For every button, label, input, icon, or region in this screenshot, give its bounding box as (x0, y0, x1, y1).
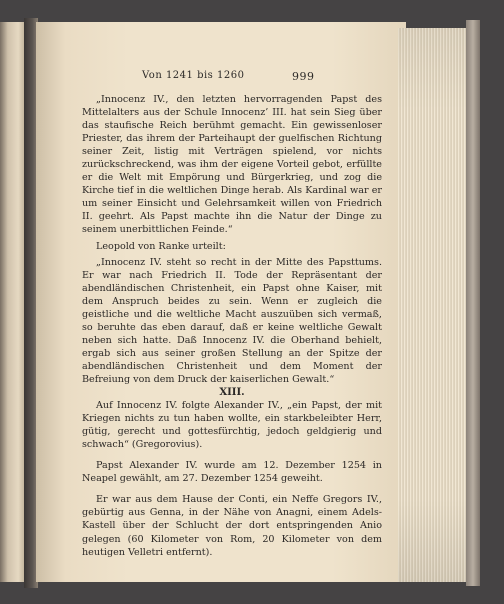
paragraph: Leopold von Ranke urteilt: (96, 240, 226, 252)
page-stack-edges (398, 28, 469, 582)
paragraph: „Innocenz IV. steht so recht in der Mitte des Papsttums. Er war nach Friedrich II. Tode der Repräsentant der abendländischen Christenheit, ein Papst ohne Kaiser, mit dem Anspruch beides zu sein. Wenn er zugleich die geistliche und die weltliche Macht auszuüben sich vermaß, so beruhte das eben darauf, daß er keine weltliche Gewalt neben sich hatte. Daß Innocenz IV. die Oberhand behielt, ergab sich aus seiner großen Stellung an der Spitze der abendländischen Christenheit und dem Moment der Befreiung von dem Druck der kaiserlichen Gewalt.“ (82, 256, 382, 385)
running-head-title: Von 1241 bis 1260 (142, 70, 245, 81)
paragraph: Papst Alexander IV. wurde am 12. Dezember 1254 in Neapel gewählt, am 27. Dezember 1254 geweiht. (82, 460, 382, 485)
paragraph: „Innocenz IV., den letzten hervorragenden Papst des Mittelalters aus der Schule Innocenz’ III. hat sein Sieg über das staufische Reich berühmt gemacht. Ein gewissenloser Priester, das ihrem der Parteihaupt der guelfischen Richtung seiner Zeit, listig mit Verträgen spielend, vor nichts zurückschreckend, was ihm der eigene Vorteil gebot, erfüllte er die Welt mit Empörung und Bürgerkrieg, und zog die Kirche tief in die weltlichen Dinge herab. Als Kardinal war er um seiner Einsicht und Gelehrsamkeit willen von Friedrich II. geehrt. Als Papst machte ihn die Natur der Dinge zu seinem unerbittlichen Feinde.“ (82, 94, 382, 236)
section-heading: XIII. (219, 387, 245, 399)
page-number: 999 (292, 70, 315, 83)
left-page-edge (0, 22, 26, 582)
book-cover-edge (466, 20, 480, 586)
paragraph: Er war aus dem Hause der Conti, ein Neffe Gregors IV., gebürtig aus Genna, in der Nähe von Anagni, einem Adels-Kastell über der Schlucht der dort entspringenden Anio gelegen (60 Kilometer von Rom, 20 Kilometer von dem heutigen Velletri entfernt). (82, 494, 382, 558)
page-body (82, 93, 382, 559)
paragraph: Auf Innocenz IV. folgte Alexander IV., „ein Papst, der mit Kriegen nichts zu tun haben wollte, ein starkbeleibter Herr, gütig, gerecht und gottesfürchtig, jedoch geldgierig und schwach“ (Gregorovius). (82, 400, 382, 451)
